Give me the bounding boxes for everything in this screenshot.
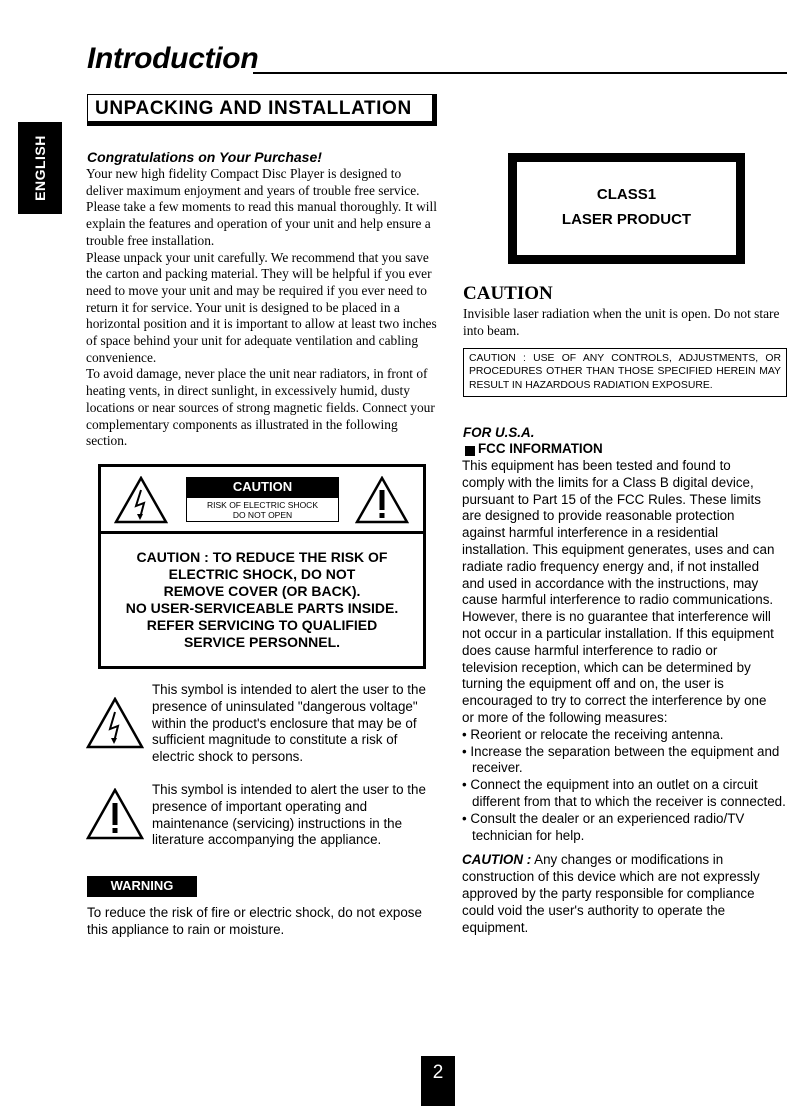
list-item: • Increase the separation between the equipment and <box>462 743 780 759</box>
region-label: FOR U.S.A. <box>463 425 535 440</box>
section-title: UNPACKING AND INSTALLATION <box>95 98 412 119</box>
important-instructions-symbol-description: This symbol is intended to alert the user to the presence of important operating and maintenance (servicing) instructions in the literature accompanying the appliance. <box>152 782 426 848</box>
laser-class-line-1: CLASS1 <box>596 186 657 203</box>
congratulations-heading: Congratulations on Your Purchase! <box>87 149 322 165</box>
exclamation-triangle-icon <box>355 476 409 524</box>
fcc-caution-line: CAUTION : Any changes or modifications in <box>462 852 724 868</box>
caution-sub-line-1: RISK OF ELECTRIC SHOCK <box>207 500 318 510</box>
fcc-information-body: This equipment has been tested and found to comply with the limits for a Class B digital device, pursuant to Part 15 of the FCC Rules. These limits are designed to provide reasonable protection against harmful interference in a residential installation. This equipment generates, uses and can radiate radio frequency energy and, if not installed and used in accordance with the instructions, may cause harmful interference to radio communications. However, there is no guarantee that interference will not occur in a particular installation. If this equipment does cause harmful interference to radio or television reception, which can be determined by turning the equipment off and on, the user is encouraged to try to correct the interference by one or more of the following measures: • Reorient or relocate the receiving antenna. • Increase the separation between the equipment and receiver. • Connect the equipment into an outlet on a circuit different from that to which the receiver is connected. • Consult the dealer or an experienced radio/TV technician for help. CAUTION : Any changes or modifications in construction of this device which are not expressly approved by the party responsible for compliance could void the user's authority to operate the equipment. <box>462 458 792 936</box>
list-item-continuation: different from that to which the receiver is connected. <box>472 793 786 809</box>
square-bullet-icon <box>465 446 475 456</box>
intro-paragraph-1: Your new high fidelity Compact Disc Player is designed to deliver maximum enjoyment and years of trouble free service. Please take a few moments to read this manual thoroughly. It will explain the features and operation of your unit and help ensure a trouble free installation. <box>86 166 437 248</box>
page-number: 2 <box>432 1062 444 1083</box>
list-item-continuation: receiver. <box>472 760 523 776</box>
list-item: • Reorient or relocate the receiving antenna. <box>462 726 724 742</box>
title-rule <box>253 72 787 74</box>
language-tab-label: ENGLISH <box>32 135 48 201</box>
lightning-triangle-icon <box>86 697 144 749</box>
intro-body <box>86 166 442 450</box>
dangerous-voltage-symbol-description: This symbol is intended to alert the user to the presence of uninsulated "dangerous voltage" within the product's enclosure that may be of sufficient magnitude to constitute a risk of electric shock to persons. <box>152 682 426 765</box>
caution-sub-line-2: DO NOT OPEN <box>232 510 293 520</box>
page-title: Introduction <box>87 42 259 75</box>
list-item: • Connect the equipment into an outlet on a circuit <box>462 777 758 793</box>
warning-label: WARNING <box>110 878 174 893</box>
intro-paragraph-2: Please unpack your unit carefully. We recommend that you save the carton and packing material. They will be helpful if you ever need to move your unit and may be required if you ever need to return it for service. Your unit is designed to be placed in a horizontal position and it is important to allow at least two inches of space behind your unit for adequate ventilation and cabling convenience. <box>86 249 437 365</box>
intro-paragraph-3: To avoid damage, never place the unit near radiators, in front of heating vents, in direct sunlight, in excessively humid, dusty locations or near sources of strong magnetic fields. Connect your complementary components as illustrated in the following section. <box>86 366 435 449</box>
laser-caution-text: Invisible laser radiation when the unit is open. Do not stare into beam. <box>463 306 780 338</box>
caution-box-divider <box>98 531 426 534</box>
warning-text: To reduce the risk of fire or electric shock, do not expose this appliance to rain or moisture. <box>87 905 422 937</box>
laser-caution-heading: CAUTION <box>463 283 553 304</box>
exclamation-triangle-icon <box>86 788 144 840</box>
radiation-warning-text: CAUTION : USE OF ANY CONTROLS, ADJUSTMENTS, OR PROCEDURES OTHER THAN THOSE SPECIFIED HEREIN MAY RESULT IN HAZARDOUS RADIATION EXPOSURE. <box>469 353 781 391</box>
fcc-caution-label: CAUTION : <box>462 852 532 868</box>
list-item: • Consult the dealer or an experienced radio/TV <box>462 810 745 826</box>
list-item-continuation: technician for help. <box>472 827 585 843</box>
caution-label: CAUTION <box>232 479 293 494</box>
lightning-triangle-icon <box>114 476 168 524</box>
fcc-information-heading: FCC INFORMATION <box>478 441 603 456</box>
caution-main-text: CAUTION : TO REDUCE THE RISK OF ELECTRIC SHOCK, DO NOT REMOVE COVER (OR BACK). NO USER-SERVICEABLE PARTS INSIDE. REFER SERVICING TO QUALIFIED SERVICE PERSONNEL. <box>125 549 399 650</box>
laser-class-label-box <box>508 153 745 264</box>
laser-class-line-2: LASER PRODUCT <box>561 211 692 228</box>
